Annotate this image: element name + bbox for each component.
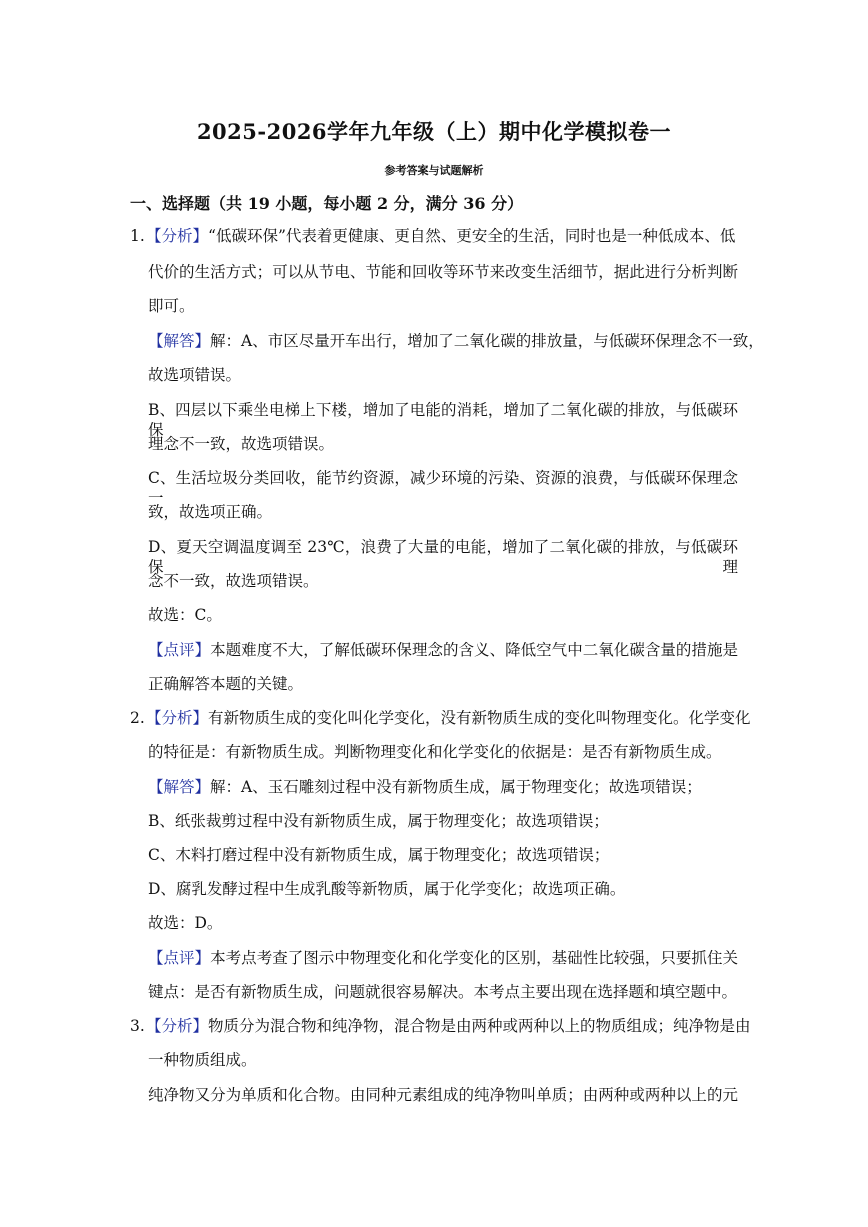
answer-text: B、四层以下乘坐电梯上下楼，增加了电能的消耗，增加了二氧化碳的排放，与低碳环保 (148, 401, 738, 439)
analysis-tag: 【分析】 (146, 709, 209, 727)
question-2-comment-line-1 (148, 948, 738, 968)
comment-text: 本考点考查了图示中物理变化和化学变化的区别，基础性比较强，只要抓住关 (210, 949, 738, 967)
question-number: 3. (130, 1017, 145, 1035)
answer-text: B、纸张裁剪过程中没有新物质生成，属于物理变化；故选项错误； (148, 812, 609, 830)
comment-text: 键点：是否有新物质生成，问题就很容易解决。本考点主要出现在选择题和填空题中。 (148, 983, 738, 1001)
comment-text: 本题难度不大，了解低碳环保理念的含义、降低空气中二氧化碳含量的措施是 (210, 641, 738, 659)
analysis-text: “低碳环保”代表着更健康、更自然、更安全的生活，同时也是一种低成本、低 (208, 227, 736, 245)
comment-text: 正确解答本题的关键。 (148, 675, 304, 693)
answer-text: 解：A、市区尽量开车出行，增加了二氧化碳的排放量，与低碳环保理念不一致， (210, 332, 764, 350)
analysis-text: 纯净物又分为单质和化合物。由同种元素组成的纯净物叫单质；由两种或两种以上的元 (148, 1086, 738, 1104)
document-subtitle: 参考答案与试题解析 (384, 164, 484, 177)
answer-text: C、生活垃圾分类回收，能节约资源，减少环境的污染、资源的浪费，与低碳环保理念一 (148, 469, 738, 507)
answer-text: D、夏天空调温度调至 23℃，浪费了大量的电能，增加了二氧化碳的排放，与低碳环保理 (148, 538, 738, 576)
analysis-tag: 【分析】 (146, 227, 209, 245)
answer-text: 解：A、玉石雕刻过程中没有新物质生成，属于物理变化；故选项错误； (210, 778, 702, 796)
question-number: 1. (130, 227, 145, 245)
answer-text: C、木料打磨过程中没有新物质生成，属于物理变化；故选项错误； (148, 846, 610, 864)
answer-text: 念不一致，故选项错误。 (148, 572, 319, 590)
analysis-text: 即可。 (148, 297, 195, 315)
question-3-analysis-line-1 (130, 1016, 751, 1036)
question-1-answer-line-1 (148, 331, 764, 351)
analysis-text: 的特征是：有新物质生成。判断物理变化和化学变化的依据是：是否有新物质生成。 (148, 743, 722, 761)
analysis-text: 有新物质生成的变化叫化学变化，没有新物质生成的变化叫物理变化。化学变化 (208, 709, 751, 727)
answer-text: 致，故选项正确。 (148, 503, 273, 521)
analysis-text: 代价的生活方式；可以从节电、节能和回收等环节来改变生活细节，据此进行分析判断 (148, 263, 738, 281)
answer-text: 故选项错误。 (148, 366, 242, 384)
answer-text: D、腐乳发酵过程中生成乳酸等新物质，属于化学变化；故选项正确。 (148, 880, 626, 898)
question-2-analysis-line-1 (130, 708, 751, 728)
analysis-text: 物质分为混合物和纯净物，混合物是由两种或两种以上的物质组成；纯净物是由 (208, 1017, 751, 1035)
question-1-analysis-line-1 (130, 226, 735, 246)
document-title: 2025-2026学年九年级（上）期中化学模拟卷一 (196, 119, 672, 144)
answer-tag: 【解答】 (148, 778, 211, 796)
analysis-text: 一种物质组成。 (148, 1051, 257, 1069)
question-number: 2. (130, 709, 145, 727)
comment-tag: 【点评】 (148, 641, 211, 659)
question-2-answer-line-1 (148, 777, 702, 797)
answer-text: 理念不一致，故选项错误。 (148, 435, 335, 453)
question-1-comment-line-1 (148, 640, 738, 660)
section-heading: 一、选择题（共 19 小题，每小题 2 分，满分 36 分） (130, 194, 524, 213)
answer-text: 故选：D。 (148, 914, 223, 932)
answer-text: 故选：C。 (148, 606, 222, 624)
comment-tag: 【点评】 (148, 949, 211, 967)
analysis-tag: 【分析】 (146, 1017, 209, 1035)
answer-tag: 【解答】 (148, 332, 211, 350)
